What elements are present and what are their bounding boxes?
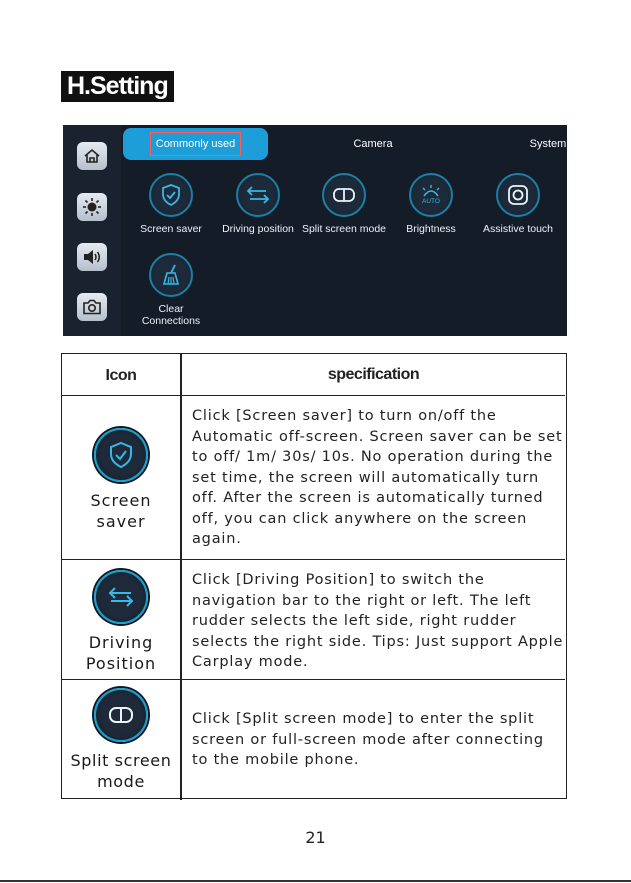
row-description: Click [Screen saver] to turn on/off the Automatic off-screen. Screen saver can be set to off/ 1m/ 30s/ 10s. No operation during the set time, the screen will automatically turn off. After the screen is automatically turned off, you can click anywhere on the screen again. [192,408,563,547]
screen-saver-item[interactable] [126,173,216,235]
header-icon: Icon [105,367,137,384]
split-screen-item[interactable] [299,173,389,235]
row-name: Screen saver [90,491,152,531]
item-label: Assistive touch [482,223,554,235]
tab-label: Commonly used [150,132,241,156]
volume-icon[interactable] [77,243,107,271]
table-row [62,680,565,798]
split-screen-icon [94,688,148,742]
settings-screenshot [63,125,567,336]
side-bar [63,125,121,336]
table-row [62,560,565,680]
icon-cell [62,560,180,679]
swap-arrows-icon [94,570,148,624]
item-label: Screen saver [140,223,202,235]
home-icon[interactable] [77,142,107,170]
tab-system[interactable]: System [529,138,567,150]
auto-brightness-icon [409,173,453,217]
split-screen-icon [322,173,366,217]
item-label-text: Clear Connections [141,303,201,327]
swap-arrows-icon [236,173,280,217]
item-label: Brightness [406,223,456,235]
settings-table [61,353,567,799]
icon-cell [62,396,180,559]
icon-cell [62,680,180,798]
shield-check-icon [94,428,148,482]
tab-commonly-used[interactable] [123,128,268,160]
assistive-touch-icon [496,173,540,217]
section-title: H.Setting [61,71,174,102]
item-label: Driving position [222,223,294,235]
brightness-icon[interactable] [77,193,107,221]
table-row [62,396,565,560]
brightness-item[interactable] [386,173,476,235]
table-header [62,354,565,396]
item-label: Split screen mode [301,223,387,235]
auto-badge: AUTO [422,198,440,205]
row-description: Click [Split screen mode] to enter the split screen or full-screen mode after connecting to the mobile phone. [192,711,544,768]
camera-icon[interactable] [77,293,107,321]
tab-bar [123,125,567,162]
page-number: 21 [305,828,326,847]
item-label [126,303,216,327]
bottom-rule [0,880,631,882]
tab-camera[interactable]: Camera [353,138,393,150]
header-specification: specification [327,366,420,383]
driving-position-item[interactable] [213,173,303,235]
row-name: Driving Position [85,633,157,673]
row-name: Split screen mode [70,751,172,791]
assistive-touch-item[interactable] [473,173,563,235]
broom-icon [149,253,193,297]
shield-check-icon [149,173,193,217]
row-description: Click [Driving Position] to switch the navigation bar to the right or left. The left rudder selects the left side, right rudder selects the right side. Tips: Just support Apple Carplay mode. [192,572,564,670]
clear-connections-item[interactable] [126,253,216,327]
